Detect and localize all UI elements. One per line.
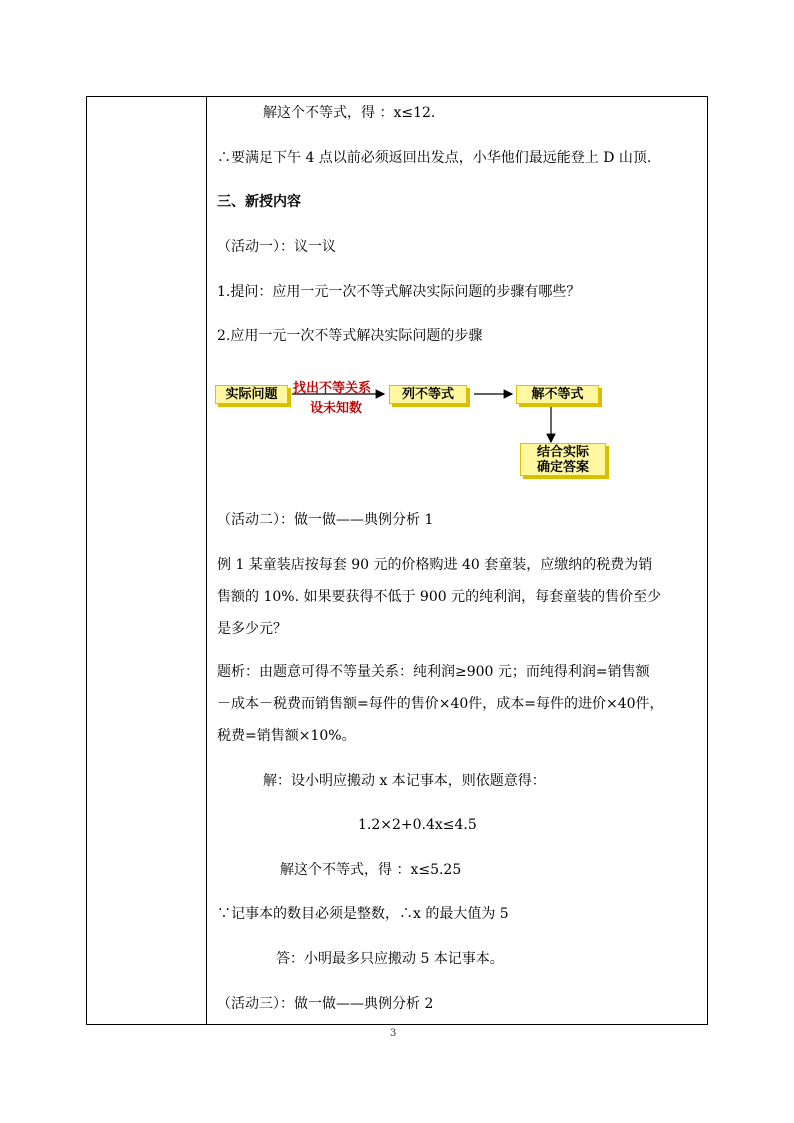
activity-heading: （活动二）：做一做——典例分析 1 [217, 512, 434, 528]
flow-label-find-relation: 找出不等关系 [293, 381, 372, 396]
text-line: 是多少元？ [217, 621, 287, 637]
flow-box-text: 确定答案 [536, 460, 589, 475]
page-number: 3 [390, 1028, 397, 1039]
text-line: ∵记事本的数目必须是整数，∴x 的最大值为 5 [217, 906, 509, 922]
text-line: 售额的 10%. 如果要获得不低于 900 元的纯利润，每套童装的售价至少 [217, 589, 662, 605]
flow-box-write-inequality: 列不等式 [389, 385, 467, 404]
flow-box-actual-problem: 实际问题 [215, 385, 288, 404]
equation: 1.2×2+0.4x≤4.5 [358, 817, 477, 833]
flow-label-set-unknown: 设未知数 [310, 401, 363, 416]
text-line: 1.提问：应用一元一次不等式解决实际问题的步骤有哪些？ [217, 284, 581, 300]
text-line: 答：小明最多只应搬动 5 本记事本。 [276, 951, 504, 967]
text-line: －成本－税费而销售额=每件的售价×40件，成本=每件的进价×40件， [217, 696, 664, 712]
text-line: ∴要满足下午 4 点以前必须返回出发点，小华他们最远能登上 D 山顶. [217, 150, 652, 166]
section-heading: 三、新授内容 [217, 194, 301, 210]
text-line: 税费=销售额×10%。 [217, 728, 356, 744]
text-line: 解：设小明应搬动 x 本记事本，则依题意得： [263, 773, 546, 789]
text-line: 例 1 某童装店按每套 90 元的价格购进 40 套童装，应缴纳的税费为销 [217, 557, 653, 573]
flow-box-text: 结合实际 [536, 445, 589, 460]
text-line: 解这个不等式，得 ：x≤5.25 [280, 862, 462, 878]
activity-heading: （活动三）：做一做——典例分析 2 [217, 996, 434, 1012]
flow-box-determine-answer [520, 443, 606, 476]
flow-box-solve-inequality: 解不等式 [516, 385, 599, 404]
text-line: 解这个不等式，得 ：x≤12. [263, 105, 436, 121]
text-line: 题析：由题意可得不等量关系：纯利润≥900 元；而纯得利润=销售额 [217, 664, 650, 680]
activity-heading: （活动一）：议一议 [217, 239, 336, 255]
text-line: 2.应用一元一次不等式解决实际问题的步骤 [217, 328, 483, 344]
